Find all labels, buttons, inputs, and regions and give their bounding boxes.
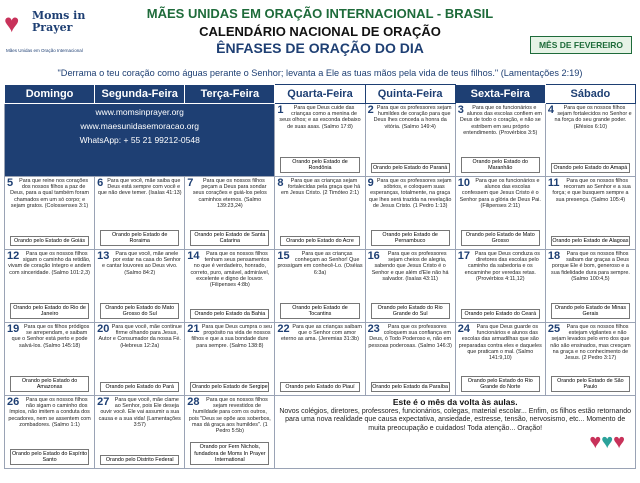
day-number: 17 [457, 250, 470, 262]
day-cell [275, 323, 365, 396]
contact-url-1[interactable]: www.momsinprayer.org [95, 107, 184, 117]
verse: "Derrama o teu coração como águas perante o Senhor; levanta a Ele as tuas mãos pela vida de teus filhos." (Lamentações 2:19) [57, 68, 583, 78]
day-number: 15 [277, 250, 290, 262]
day-cell [365, 177, 455, 250]
day-number: 5 [7, 177, 14, 189]
day-cell [545, 104, 635, 177]
prayer-text: Para que você, mãe saiba que Deus está sempre com você e que não deve temer. (Isaías 41:13) [97, 178, 182, 197]
day-cell [5, 323, 95, 396]
prayer-text: Para que os nossos filhos saibam dar graças a Deus porque Ele é bom, generoso e a sua fidelidade dura para sempre. (Salmo 100:4,5) [551, 251, 630, 282]
day-number: 26 [7, 396, 20, 408]
state-prayer: Orando pelo Estado de Rondônia [280, 157, 359, 173]
prayer-text: Para que os professores sejam humildes de coração para que Deus lhes conceda a honra da vitória. (Salmo 149:4) [373, 105, 452, 130]
day-number: 12 [7, 250, 20, 262]
day-number: 10 [457, 177, 470, 189]
contact-url-2[interactable]: www.maesunidasemoracao.org [80, 121, 199, 131]
state-prayer: Orando pelo Estado do Rio Grande do Norte [461, 376, 540, 392]
logo-brand: Moms in Prayer [32, 9, 86, 34]
day-cell [275, 250, 365, 323]
day-number: 23 [367, 323, 380, 335]
prayer-text: Para que os nossos filhos estejam vigilantes e não sejam levados pelo erro dos que não são ensinados, mas cresçam na graça e no conhecimento de Jesus. (2 Pedro 3:17) [550, 324, 631, 362]
contact-box [5, 104, 275, 177]
day-number: 18 [547, 250, 561, 262]
contact-whatsapp: WhatsApp: + 55 21 99212-0548 [79, 135, 200, 145]
day-header-tuesday: Terça-Feira [185, 85, 275, 104]
org-title: MÃES UNIDAS EM ORAÇÃO INTERNACIONAL - BRASIL [146, 6, 494, 21]
day-number: 22 [277, 323, 290, 335]
state-prayer: Orando pelo Estado de Sergipe [190, 382, 269, 392]
prayer-text: Para que os nossos filhos tenham seus pensamentos no que é verdadeiro, honrado, correto, puro, amável, admirável, excelente e digno de louvor. (Filipenses 4:8b) [190, 251, 270, 289]
message-title: Este é o mês da volta às aulas. [392, 397, 518, 407]
prayer-text: Para que os filhos pródigos se arrependam, e saibam que o Senhor está perto e pode salvá-los. (Salmo 145:18) [11, 324, 90, 349]
prayer-text: Para que Deus guarde os funcionários e alunos das escolas das armadilhas que são preparadas contra eles e daqueles que praticam o mal. (Salmo 141:9,10) [458, 324, 542, 362]
moms-in-prayer-logo [4, 6, 122, 62]
state-prayer: Orando por Fern Nichols, fundadora de Moms In Prayer International [190, 442, 269, 465]
prayer-text: Para que Deus conduza os diretores das escolas pelo caminho da sabedoria e os encaminhe por veredas retas. (Provérbios 4:11,12) [464, 251, 540, 282]
message-body: Novos colégios, diretores, professores, funcionários, colegas, material escolar... Enfim, os filhos estão retornando para uma nova realidade que causa expectativa, ansiedade, estresse, tensão, nervosismo, etc... Momento de muita preocupação e cuidados! Toda atenção... Oração! [279, 407, 632, 432]
state-prayer: Orando pelo Estado do Mato Grosso do Sul [100, 303, 179, 319]
prayer-text: Para que os nossos filhos recorram ao Senhor e a sua força; e que busquem sempre a sua presença. (Salmo 105:4) [552, 178, 631, 203]
day-cell [365, 250, 455, 323]
day-cell [95, 250, 185, 323]
state-prayer: Orando pelo Estado do Paraná [371, 163, 450, 173]
day-header-wednesday: Quarta-Feira [275, 85, 365, 104]
state-prayer: Orando pelo Estado de Roraima [100, 230, 179, 246]
day-header-friday: Sexta-Feira [455, 85, 545, 104]
day-number: 27 [97, 396, 110, 408]
header [0, 0, 640, 70]
day-cell [545, 323, 635, 396]
prayer-text: Para que Deus cuide das crianças como a menina de seus olhos; e as esconda debaixo de suas asas. (Salmo 17:8) [279, 105, 361, 130]
state-prayer: Orando pelo Estado do Maranhão [461, 157, 540, 173]
calendar-grid [4, 84, 636, 469]
state-prayer: Orando pelo Estado do Rio Grande do Sul [371, 303, 450, 319]
prayer-text: Para que os professores sejam cheios de alegria, sabendo que Jesus Cristo é o Senhor e que além d'Ele não há salvador. (Isaías 43:11) [371, 251, 449, 282]
prayer-text: Para que os funcionários e alunos das escolas confessem que Jesus Cristo é o Senhor para a glória de Deus Pai. (Filipenses 2:11) [459, 178, 541, 209]
prayer-text: Para que as crianças conheçam ao Senhor! Que prossigam em conhecê-Lo. (Oséias 6:3a) [277, 251, 363, 276]
day-cell [95, 396, 185, 469]
day-cell [365, 323, 455, 396]
state-prayer: Orando pelo Estado do Amapá [551, 163, 630, 173]
day-cell [275, 177, 365, 250]
day-number: 21 [187, 323, 200, 335]
day-number: 6 [97, 177, 104, 189]
day-number: 20 [97, 323, 110, 335]
month-badge: MÊS DE FEVEREIRO [530, 36, 632, 54]
prayer-text: Para que você, mãe anele por estar na casa do Senhor e cantar louvores ao Deus vivo. (Salmo 84:2) [101, 251, 181, 276]
day-cell [95, 323, 185, 396]
prayer-text: Para que as crianças sejam fortalecidas pela graça que há em Jesus Cristo. (2 Timóteo 2:1) [281, 178, 361, 197]
day-number: 16 [367, 250, 380, 262]
state-prayer: Orando pelo Estado da Bahia [190, 309, 269, 319]
state-prayer: Orando pelo Estado da Paraíba [371, 382, 450, 392]
prayer-text: Para que as crianças saibam que o Senhor com amor eterno as ama. (Jeremias 31:3b) [281, 324, 362, 343]
day-number: 4 [547, 104, 554, 116]
prayer-text: Para que os nossos filhos sejam revestidos de humildade para com os outros, pois "Deus se opõe aos soberbos, mas dá graça aos humildes". (1 Pedro 5:5b) [188, 397, 271, 435]
state-prayer: Orando pelo Estado de Goiás [10, 236, 89, 246]
state-prayer: Orando pelo Estado de Santa Catarina [190, 230, 269, 246]
prayer-text: Para que você, mãe clame ao Senhor, pois Ele deseja ouvir você. Ele vai assumir a sua causa e a sua vida! (Lamentações 3:57) [98, 397, 181, 428]
state-prayer: Orando pelo Estado do Rio de Janeiro [10, 303, 89, 319]
day-header-saturday: Sábado [545, 85, 635, 104]
day-number: 13 [97, 250, 110, 262]
state-prayer: Orando pelo Estado do Amazonas [10, 376, 89, 392]
hearts-icon: ♥♥♥ [589, 431, 625, 453]
day-number: 9 [367, 177, 374, 189]
prayer-text: Para que os professores sejam sóbrios, e coloquem suas esperanças, totalmente, na graça que lhes será trazida na revelação de Jesus Cristo. (1 Pedro 1:13) [368, 178, 452, 209]
day-header-sunday: Domingo [5, 85, 95, 104]
prayer-text: Para que os nossos filhos sejam fortalecidos no Senhor e na força do seu grande poder. (Efésios 6:10) [554, 105, 632, 130]
day-number: 24 [457, 323, 470, 335]
day-number: 28 [187, 396, 200, 408]
day-number: 1 [277, 104, 284, 116]
day-cell [275, 104, 365, 177]
day-cell [545, 250, 635, 323]
day-cell [5, 177, 95, 250]
state-prayer: Orando pelo Estado de Tocantins [280, 303, 359, 319]
day-cell [455, 177, 545, 250]
day-number: 25 [547, 323, 561, 335]
state-prayer: Orando pelo Estado de Pernambuco [371, 230, 450, 246]
prayer-text: Para que você, mãe continue firme olhando para Jesus, Autor e Consumador da nossa Fé. (Hebreus 12:2a) [98, 324, 182, 349]
day-number: 8 [277, 177, 284, 189]
day-cell [185, 323, 275, 396]
state-prayer: Orando pelo Estado de Alagoas [551, 236, 630, 246]
day-number: 14 [187, 250, 200, 262]
day-number: 11 [547, 177, 560, 189]
state-prayer: Orando pelo Estado do Ceará [461, 309, 540, 319]
day-cell [455, 323, 545, 396]
state-prayer: Orando pelo Estado de Minas Gerais [551, 303, 630, 319]
day-header-monday: Segunda-Feira [95, 85, 185, 104]
day-cell [185, 250, 275, 323]
day-number: 3 [457, 104, 464, 116]
heart-icon: ♥ [4, 8, 20, 38]
day-cell [185, 177, 275, 250]
state-prayer: Orando pelo Estado do Espírito Santo [10, 449, 89, 465]
state-prayer: Orando pelo Estado do Piauí [280, 382, 359, 392]
day-cell [185, 396, 275, 469]
day-number: 19 [7, 323, 20, 335]
prayer-text: Para que os nossos filhos sigam o caminho da retidão, vivam de coração íntegro e andem com sinceridade. (Salmo 101:2,3) [8, 251, 92, 276]
day-cell [455, 250, 545, 323]
day-cell [5, 396, 95, 469]
day-cell [545, 177, 635, 250]
calendar-title: CALENDÁRIO NACIONAL DE ORAÇÃO [199, 24, 441, 39]
prayer-text: Para que reine nos corações dos nossos filhos a paz de Deus, para a qual também foram chamados em um só corpo; e sejam gratos. (Colossenses 3:1) [10, 178, 89, 209]
day-header-thursday: Quinta-Feira [365, 85, 455, 104]
state-prayer: Orando pelo Estado do Pará [100, 382, 179, 392]
emphasis-title: ÊNFASES DE ORAÇÃO DO DIA [216, 40, 424, 56]
prayer-text: Para que os nossos filhos não sigam o caminho dos ímpios, não imitem a conduta dos pecadores, nem se assentem com zombadores. (Salmo 1:1) [8, 397, 91, 428]
day-number: 7 [187, 177, 194, 189]
prayer-text: Para que os nossos filhos peçam a Deus para sondar seus corações e guiá-los pelos caminhos eternos. (Salmo 139:23,24) [192, 178, 267, 209]
day-cell [455, 104, 545, 177]
day-cell [365, 104, 455, 177]
day-cell [95, 177, 185, 250]
prayer-text: Para que os professores coloquem sua confiança em Deus, ó Todo Poderoso e, não em pessoas poderosas. (Salmo 146:3) [368, 324, 452, 349]
state-prayer: Orando pelo Estado de Mato Grosso [461, 230, 540, 246]
state-prayer: Orando pelo Estado do Acre [280, 236, 359, 246]
prayer-text: Para que Deus cumpra o seu propósito na vida de nossos filhos e que a sua bondade dure para sempre. (Salmo 138:8) [191, 324, 273, 349]
prayer-text: Para que os funcionários e alunos das escolas confiem em Deus de todo o coração, e não se estribem em seu próprio entendimento. (Provérbios 3:5) [459, 105, 542, 136]
state-prayer: Orando pelo Distrito Federal [100, 455, 179, 465]
logo-tagline: Mães Unidas em Oração Internacional [6, 48, 83, 53]
message-box [275, 396, 636, 469]
day-cell [5, 250, 95, 323]
day-number: 2 [367, 104, 374, 116]
state-prayer: Orando pelo Estado de São Paulo [551, 376, 630, 392]
